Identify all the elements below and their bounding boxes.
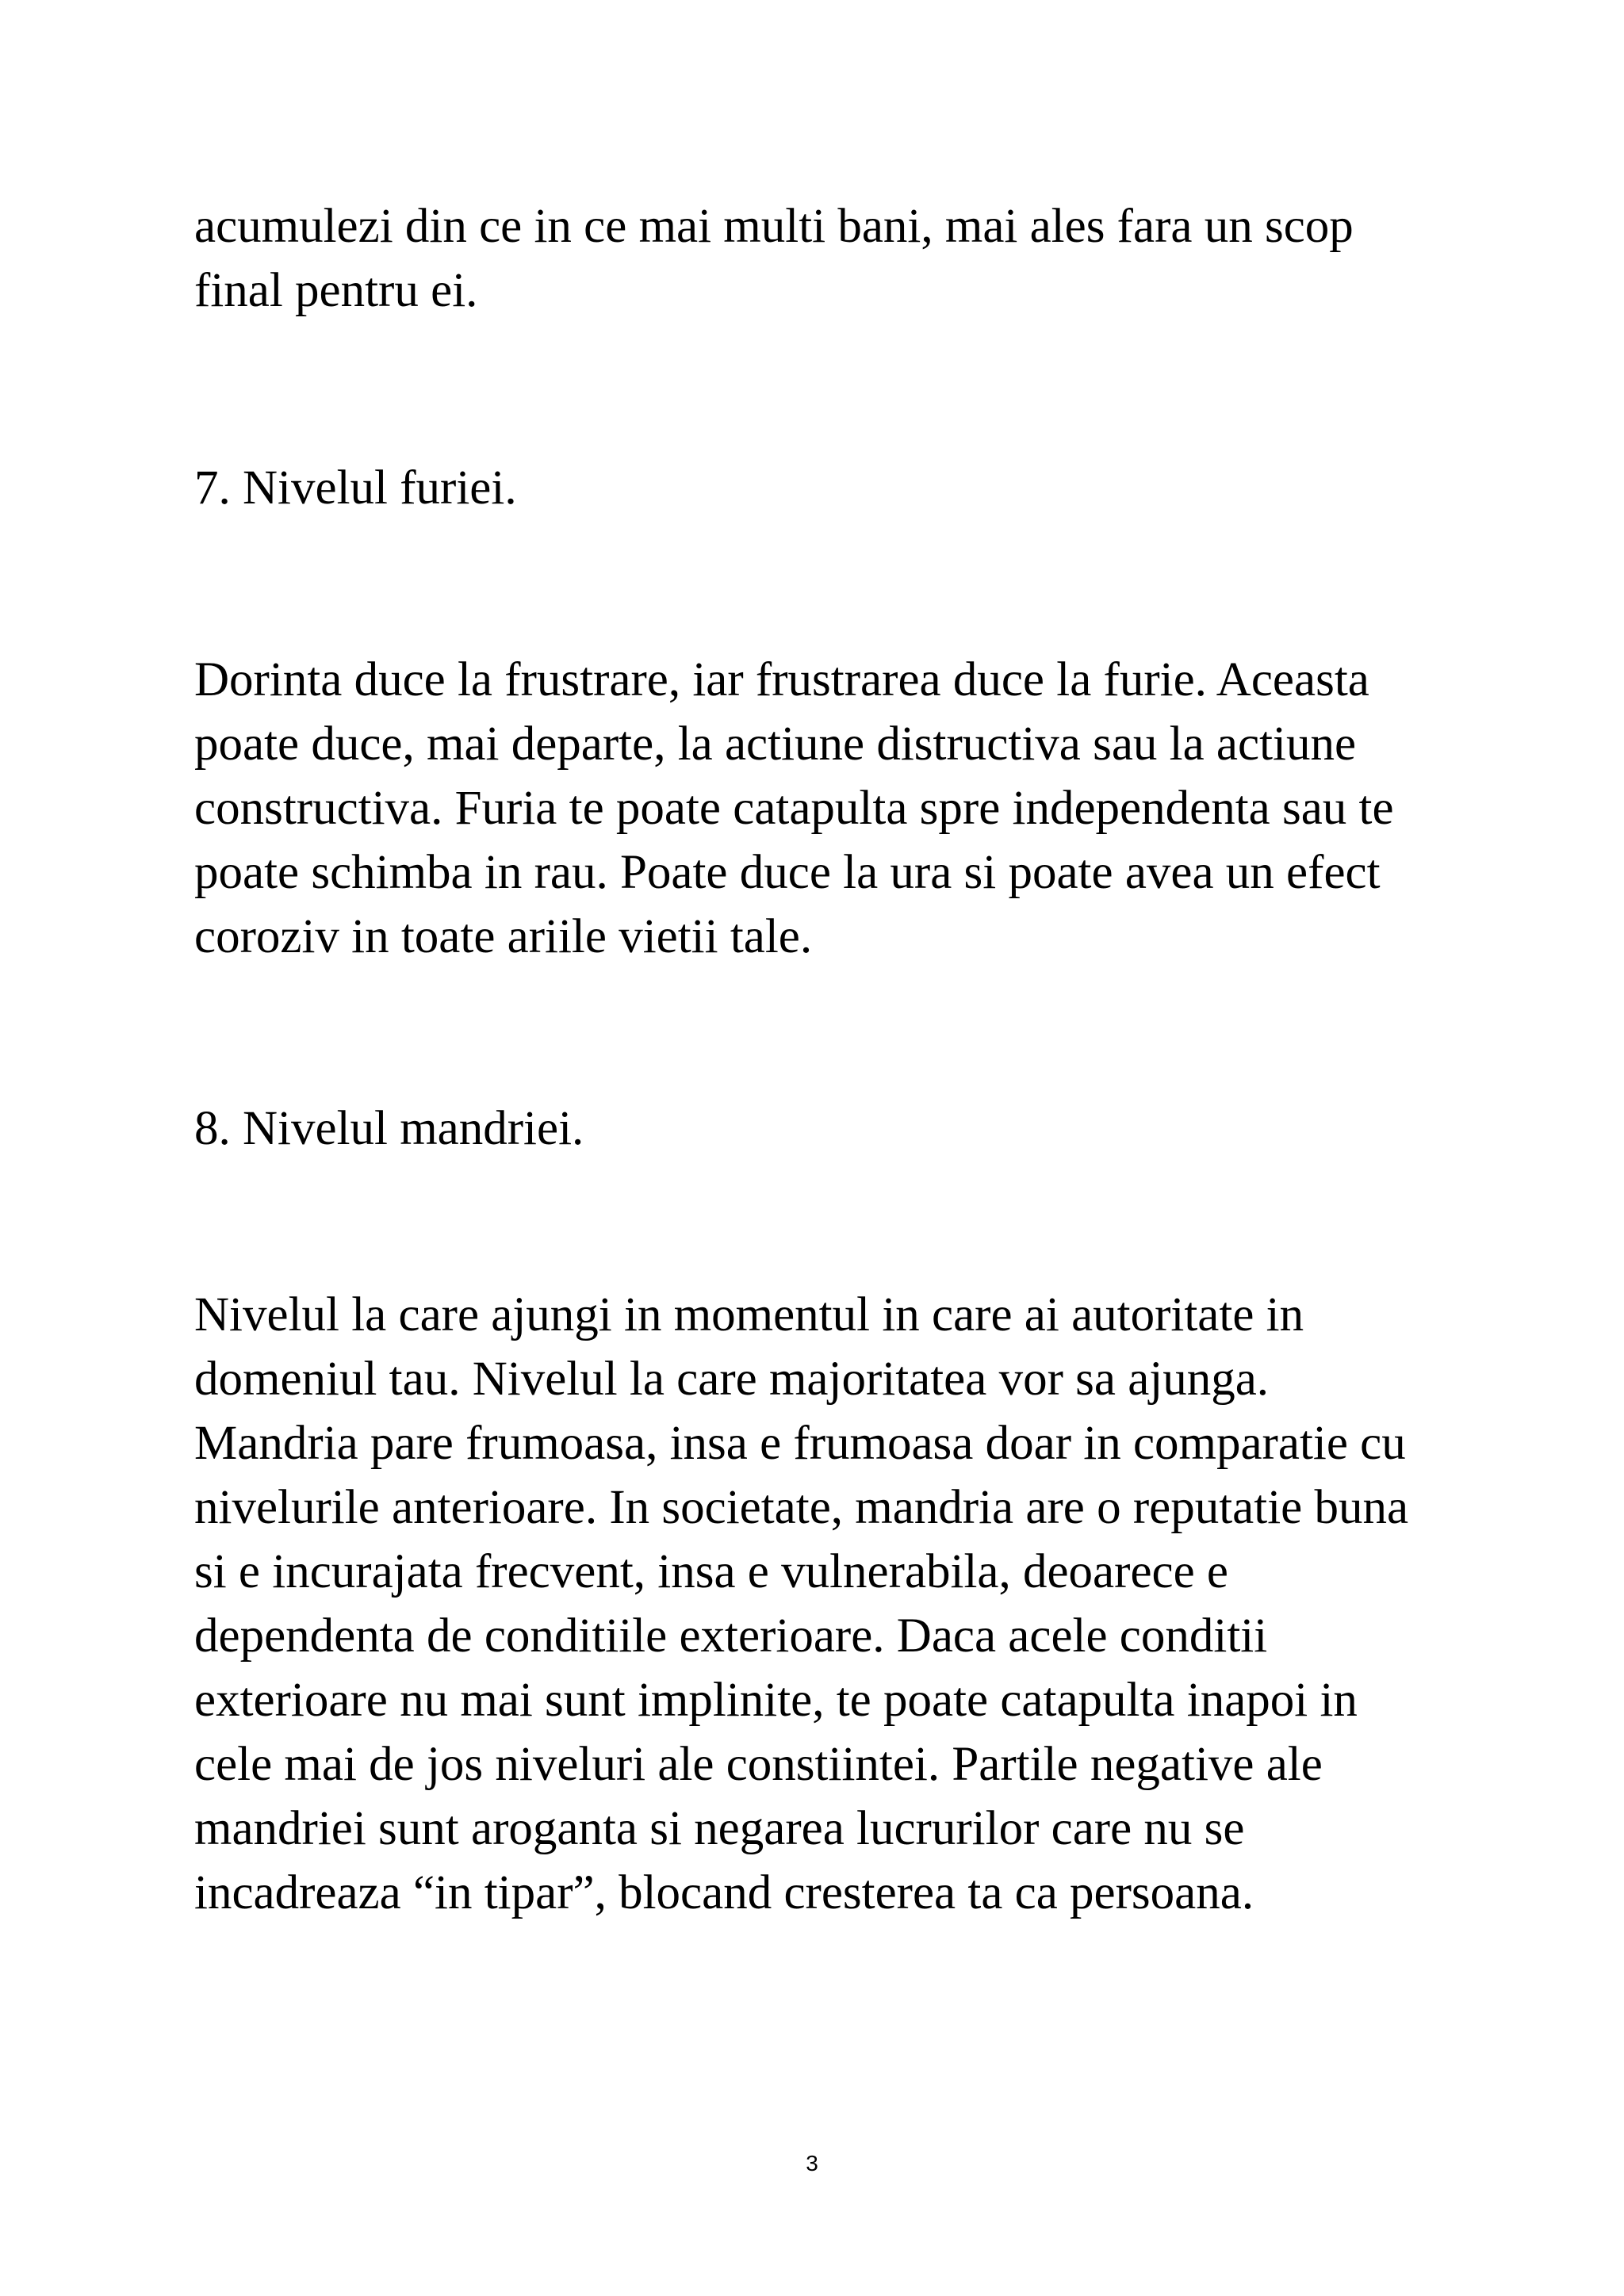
paragraph-spacer bbox=[194, 969, 1463, 1096]
paragraph-line: nivelurile anterioare. In societate, mandria are o reputatie buna bbox=[194, 1481, 1409, 1534]
paragraph-line: incadreaza “in tipar”, blocand cresterea ta ca persoana. bbox=[194, 1866, 1254, 1919]
paragraph-line: cele mai de jos niveluri ale constiintei. Partile negative ale bbox=[194, 1738, 1323, 1791]
page-number: 3 bbox=[806, 2151, 818, 2175]
paragraph-line: acumulezi din ce in ce mai multi bani, mai ales fara un scop bbox=[194, 200, 1354, 253]
paragraph-line: Dorinta duce la frustrare, iar frustrarea duce la furie. Aceasta bbox=[194, 653, 1369, 706]
paragraph-line: poate schimba in rau. Poate duce la ura si poate avea un efect bbox=[194, 846, 1381, 899]
section-heading-7 bbox=[194, 456, 1463, 520]
paragraph-8 bbox=[194, 1283, 1463, 1925]
paragraph-line: domeniul tau. Nivelul la care majoritatea vor sa ajunga. bbox=[194, 1353, 1270, 1406]
paragraph-spacer bbox=[194, 323, 1463, 456]
paragraph-line: dependenta de conditiile exterioare. Daca acele conditii bbox=[194, 1609, 1268, 1663]
heading-text: 8. Nivelul mandriei. bbox=[194, 1102, 584, 1155]
paragraph-line: Nivelul la care ajungi in momentul in care ai autoritate in bbox=[194, 1288, 1304, 1341]
paragraph-line: constructiva. Furia te poate catapulta spre independenta sau te bbox=[194, 782, 1394, 835]
paragraph-line: coroziv in toate ariile vietii tale. bbox=[194, 910, 813, 963]
page-body bbox=[194, 194, 1463, 1925]
paragraph-intro bbox=[194, 194, 1463, 323]
paragraph-line: Mandria pare frumoasa, insa e frumoasa doar in comparatie cu bbox=[194, 1417, 1406, 1470]
heading-text: 7. Nivelul furiei. bbox=[194, 461, 517, 515]
paragraph-line: exterioare nu mai sunt implinite, te poate catapulta inapoi in bbox=[194, 1674, 1358, 1727]
paragraph-spacer bbox=[194, 1161, 1463, 1283]
section-heading-8 bbox=[194, 1096, 1463, 1161]
paragraph-line: final pentru ei. bbox=[194, 264, 478, 317]
paragraph-spacer bbox=[194, 520, 1463, 648]
paragraph-line: poate duce, mai departe, la actiune distructiva sau la actiune bbox=[194, 718, 1357, 771]
paragraph-7 bbox=[194, 648, 1463, 969]
paragraph-line: mandriei sunt aroganta si negarea lucrurilor care nu se bbox=[194, 1802, 1245, 1855]
paragraph-line: si e incurajata frecvent, insa e vulnerabila, deoarece e bbox=[194, 1545, 1228, 1598]
